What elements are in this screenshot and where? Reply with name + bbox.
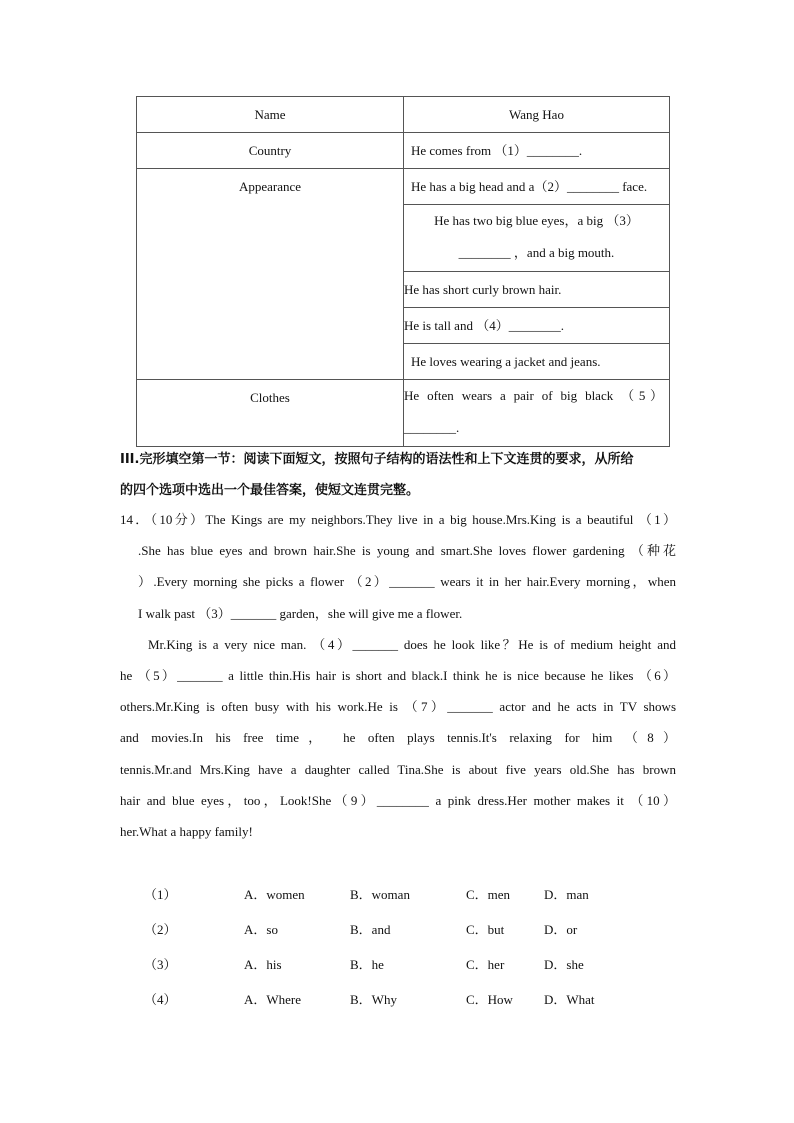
table-cell <box>404 169 670 205</box>
passage-line: ）.Every morning she picks a flower （2）_______ wears it in her hair.Every morning，when <box>138 574 676 590</box>
cloze-passage <box>120 504 676 847</box>
option-row <box>144 950 624 985</box>
name-label: Name <box>254 107 286 122</box>
option-b[interactable]: B．he <box>350 957 384 972</box>
info-table <box>136 96 670 447</box>
clothes-line-2: ________. <box>404 420 460 435</box>
option-c[interactable]: C．but <box>466 922 505 937</box>
option-a[interactable]: A．women <box>244 887 305 902</box>
option-b[interactable]: B．woman <box>350 887 410 902</box>
passage-line: Mr.King is a very nice man. （4）_______ does he look like？He is of medium height and <box>148 636 676 652</box>
option-d[interactable]: D．man <box>544 887 589 902</box>
table-row <box>137 169 670 205</box>
section-heading-line-1: III.完形填空第一节：阅读下面短文，按照句子结构的语法性和上下文连贯的要求，从所给 <box>120 452 634 467</box>
passage-line: I walk past （3）_______ garden，she will give me a flower. <box>138 605 463 621</box>
table-cell <box>404 97 670 133</box>
table-cell <box>137 97 404 133</box>
option-a[interactable]: A．so <box>244 922 278 937</box>
section-heading <box>120 444 680 506</box>
question-number: （3） <box>144 957 177 972</box>
table-cell <box>404 133 670 169</box>
clothes-text <box>404 380 669 446</box>
country-text: He comes from （1）________. <box>411 143 583 158</box>
option-b[interactable]: B．Why <box>350 992 397 1007</box>
appearance-line-4: He is tall and （4）________. <box>404 318 564 333</box>
clothes-line-1: He often wears a pair of big black （5） <box>404 388 663 403</box>
answer-options <box>144 880 624 1020</box>
appearance-line-1: He has a big head and a（2）________ face. <box>411 179 648 194</box>
table-cell <box>404 272 670 308</box>
question-number: （2） <box>144 922 177 937</box>
table-cell <box>404 308 670 344</box>
appearance-line-3: He has short curly brown hair. <box>404 282 562 297</box>
appearance-line-2a: He has two big blue eyes，a big （3） <box>434 213 639 228</box>
option-b[interactable]: B．and <box>350 922 391 937</box>
clothes-label: Clothes <box>250 390 290 405</box>
section-heading-line-2: 的四个选项中选出一个最佳答案，使短文连贯完整。 <box>120 483 420 498</box>
passage-line: 14．（10分）The Kings are my neighbors.They live in a big house.Mrs.King is a beautiful （1） <box>120 512 676 527</box>
option-d[interactable]: D．or <box>544 922 578 937</box>
question-number: （4） <box>144 992 177 1007</box>
option-c[interactable]: C．men <box>466 887 511 902</box>
appearance-line-2 <box>404 205 669 271</box>
table-cell <box>404 344 670 380</box>
table-row <box>137 97 670 133</box>
table-cell <box>137 380 404 447</box>
passage-line: her.What a happy family! <box>120 823 253 839</box>
table-cell <box>404 380 670 447</box>
passage-line: tennis.Mr.and Mrs.King have a daughter called Tina.She is about five years old.She has brown <box>120 761 676 777</box>
country-label: Country <box>248 143 292 158</box>
passage-line: and movies.In his free time， he often plays tennis.It's relaxing for him （8） <box>120 730 676 746</box>
appearance-line-2b: ________ ，and a big mouth. <box>458 245 615 260</box>
table-cell <box>137 133 404 169</box>
option-d[interactable]: D．she <box>544 957 584 972</box>
passage-line: hair and blue eyes，too，Look!She（9）________ a pink dress.Her mother makes it （10） <box>120 792 676 808</box>
option-row <box>144 915 624 950</box>
option-c[interactable]: C．How <box>466 992 513 1007</box>
option-a[interactable]: A．his <box>244 957 282 972</box>
passage-line: he （5）_______ a little thin.His hair is short and black.I think he is nice because he likes （6） <box>120 667 676 683</box>
option-c[interactable]: C．her <box>466 957 505 972</box>
question-number: （1） <box>144 887 177 902</box>
option-row <box>144 985 624 1020</box>
name-value: Wang Hao <box>509 107 564 122</box>
option-d[interactable]: D．What <box>544 992 595 1007</box>
appearance-label: Appearance <box>238 179 302 194</box>
table-row <box>137 133 670 169</box>
table-row <box>137 380 670 447</box>
passage-line: others.Mr.King is often busy with his work.He is （7）_______ actor and he acts in TV shows <box>120 699 676 715</box>
table-cell <box>404 205 670 272</box>
passage-line: .She has blue eyes and brown hair.She is young and smart.She loves flower gardening （种花 <box>138 543 676 559</box>
table-cell <box>137 169 404 380</box>
option-a[interactable]: A．Where <box>244 992 302 1007</box>
option-row <box>144 880 624 915</box>
appearance-line-5: He loves wearing a jacket and jeans. <box>411 354 601 369</box>
